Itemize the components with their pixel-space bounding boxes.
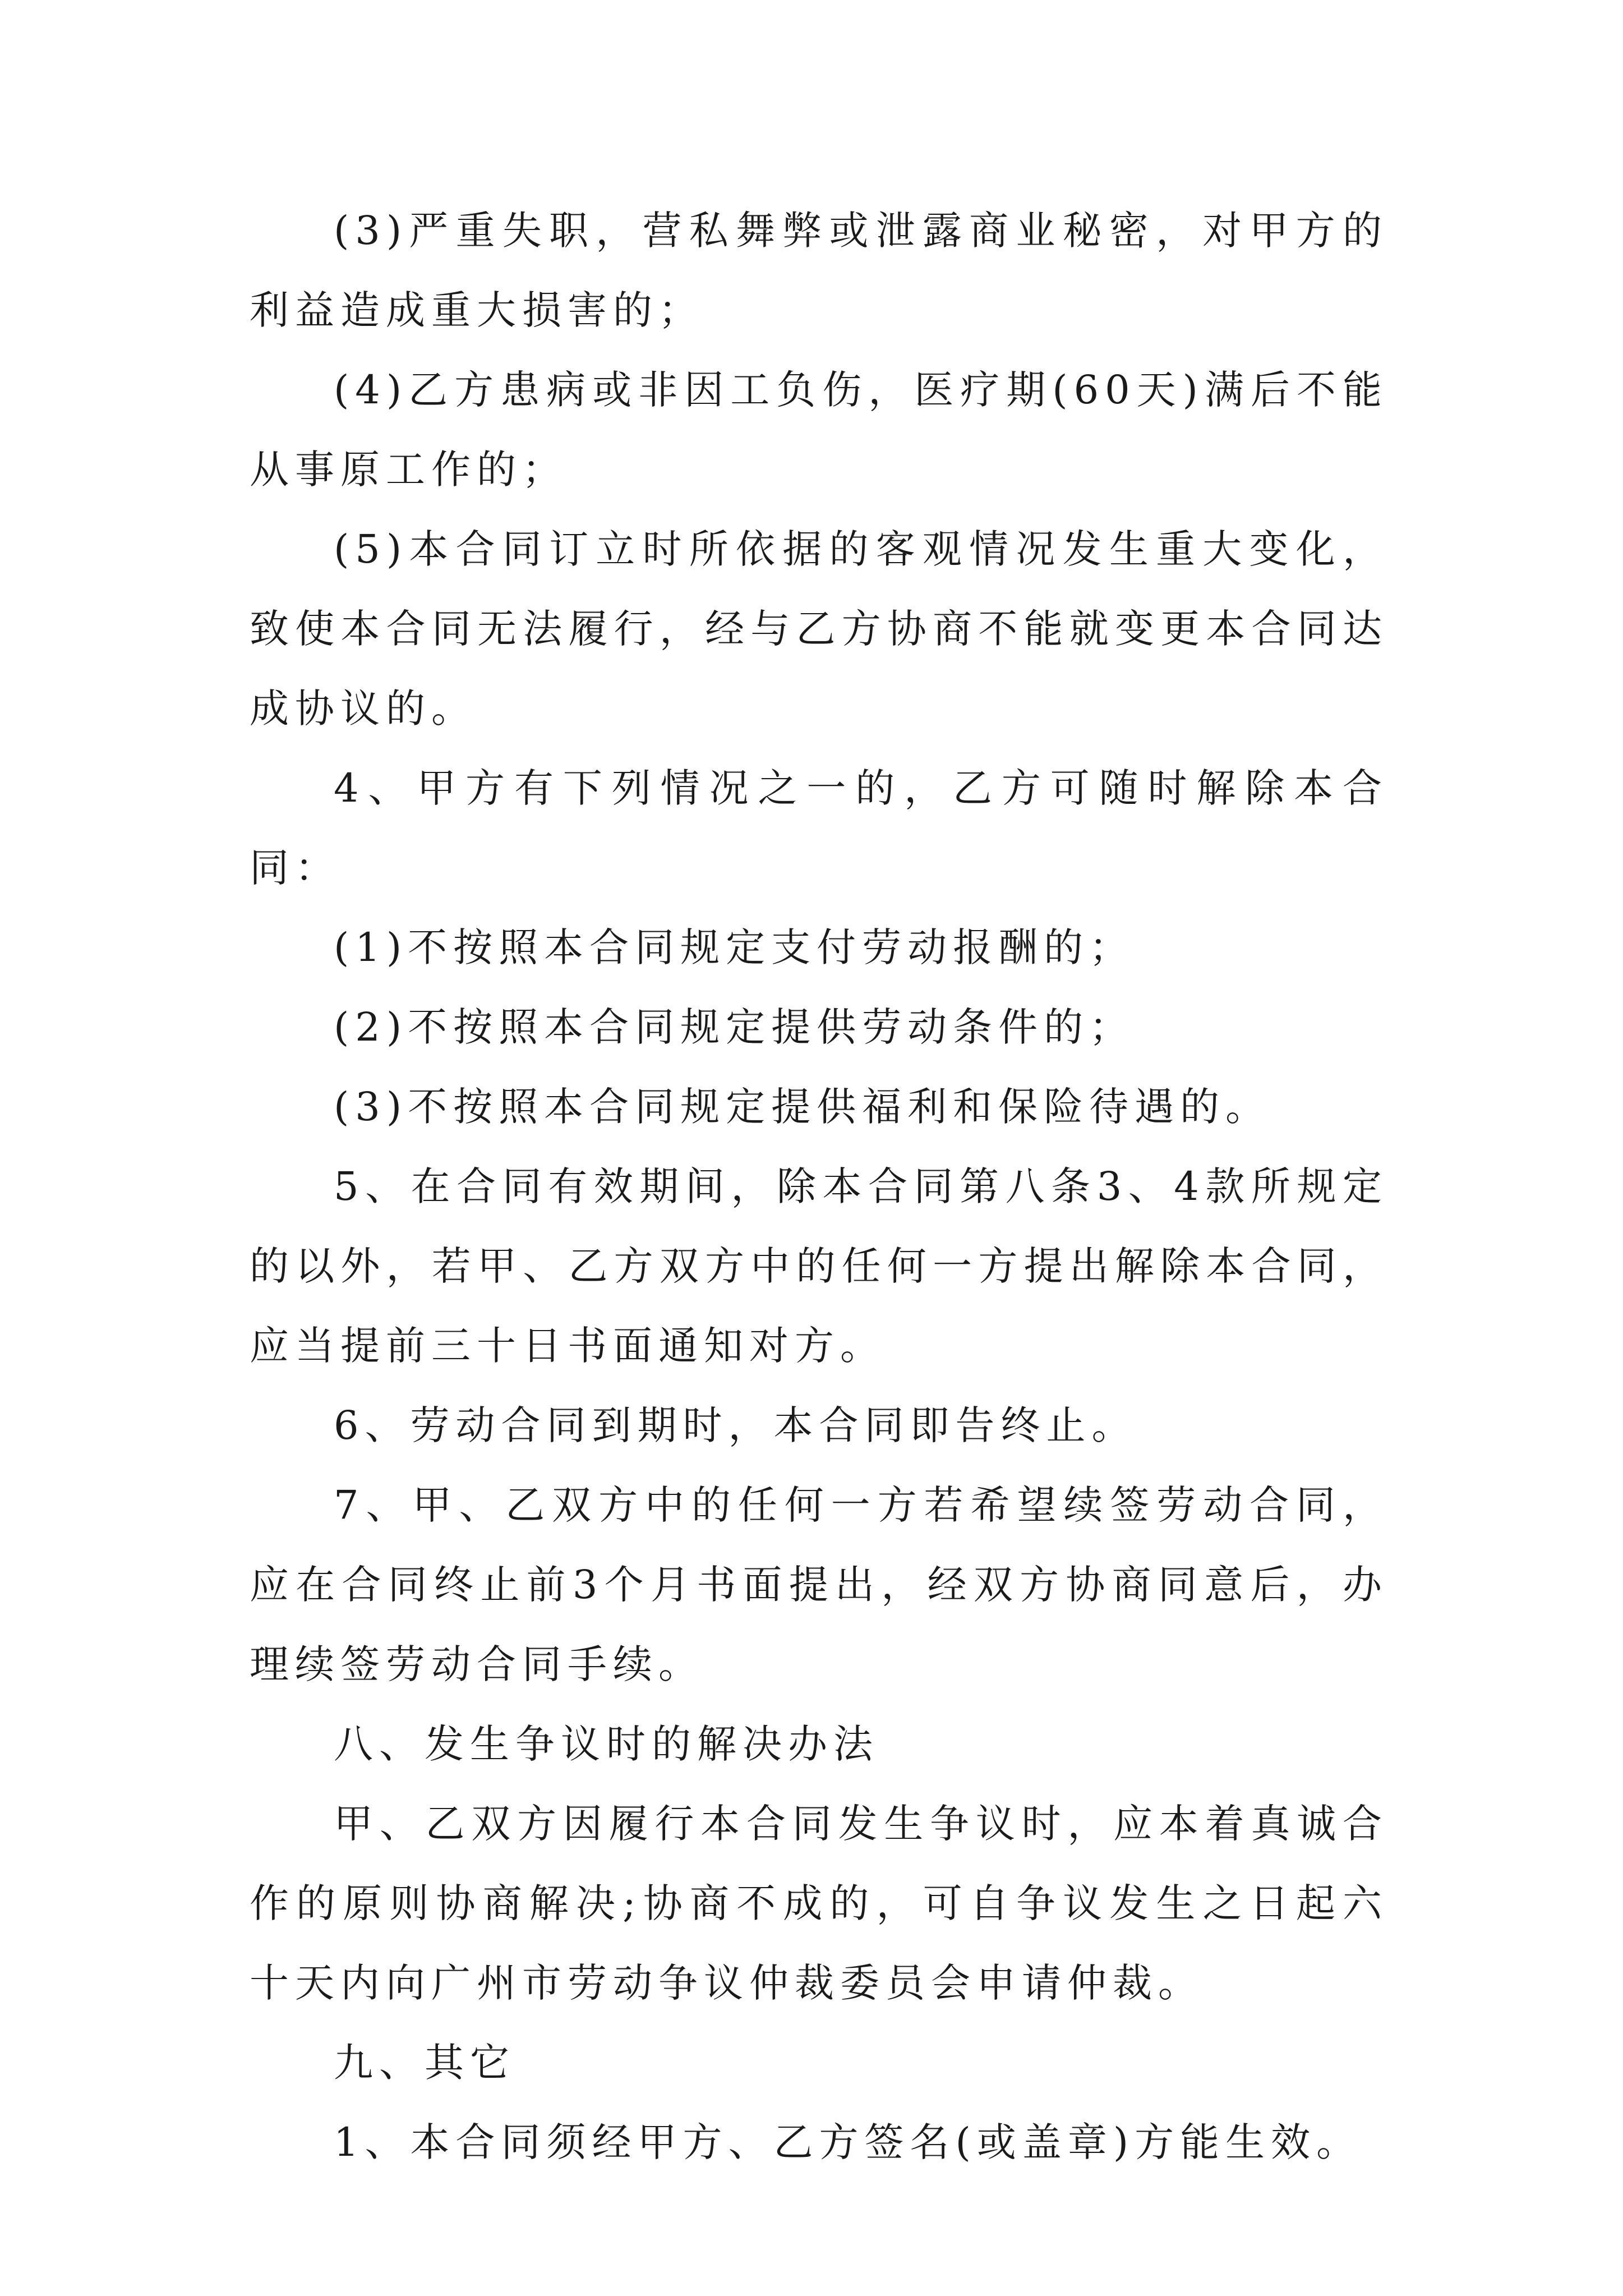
heading-9-other: 九、其它 [334,2040,515,2086]
clause-2-working-conditions: (2)不按照本合同规定提供劳动条件的； [334,1004,1135,1050]
section-4-employee-termination: 4、甲方有下列情况之一的，乙方可随时解除本合同： [250,765,1388,891]
clause-1-unpaid-remuneration: (1)不按照本合同规定支付劳动报酬的； [334,924,1135,970]
clause-3-welfare-insurance: (3)不按照本合同规定提供福利和保险待遇的。 [334,1084,1271,1130]
document-body [250,191,1388,2182]
section-6-expiry: 6、劳动合同到期时，本合同即告终止。 [334,1402,1137,1448]
dispute-resolution-text: 甲、乙双方因履行本合同发生争议时，应本着真诚合作的原则协商解决;协商不成的，可自争议发生之日起六十天内向广州市劳动争议仲裁委员会申请仲裁。 [250,1801,1388,2006]
heading-8-dispute-resolution: 八、发生争议时的解决办法 [334,1721,879,1767]
section-5-notice-period: 5、在合同有效期间，除本合同第八条3、4款所规定的以外，若甲、乙方双方中的任何一方提出解除本合同，应当提前三十日书面通知对方。 [250,1163,1388,1369]
clause-3-serious-misconduct: (3)严重失职，营私舞弊或泄露商业秘密，对甲方的利益造成重大损害的； [250,208,1388,333]
clause-5-changed-circumstances: (5)本合同订立时所依据的客观情况发生重大变化，致使本合同无法履行，经与乙方协商不能就变更本合同达成协议的。 [250,526,1388,731]
other-clause-1-effectiveness: 1、本合同须经甲方、乙方签名(或盖章)方能生效。 [334,2119,1362,2165]
section-7-renewal: 7、甲、乙双方中的任何一方若希望续签劳动合同，应在合同终止前3个月书面提出，经双方协商同意后，办理续签劳动合同手续。 [250,1482,1388,1687]
clause-4-illness-injury: (4)乙方患病或非因工负伤，医疗期(60天)满后不能从事原工作的； [250,367,1388,493]
